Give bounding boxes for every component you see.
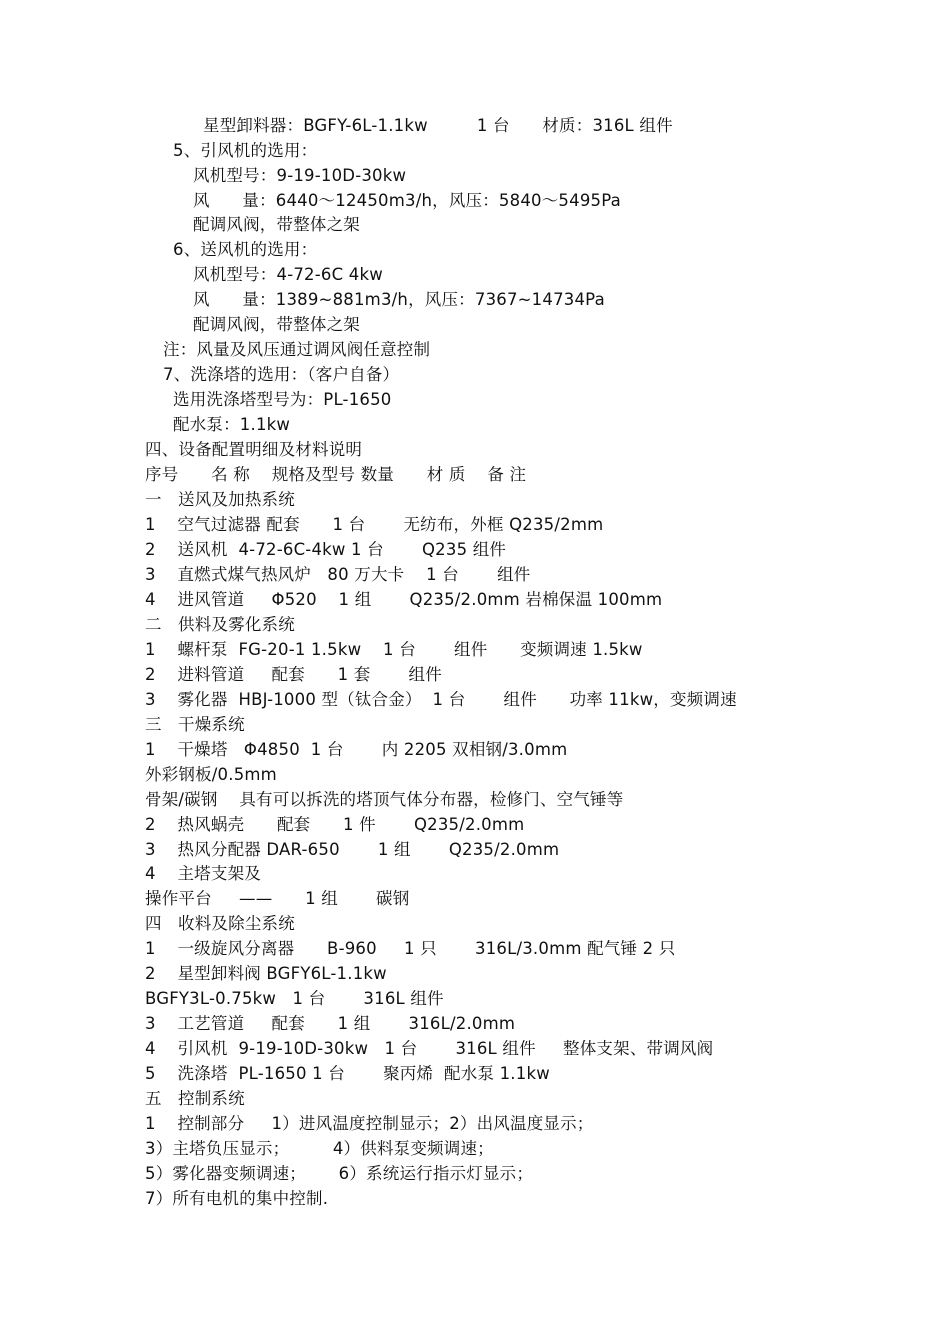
text-line: 选用洗涤塔型号为：PL-1650 [173,390,392,409]
group-heading: 三 干燥系统 [145,715,245,734]
section-heading: 7、洗涤塔的选用：（客户自备） [163,365,400,384]
text-line: 配调风阀，带整体之架 [193,315,360,334]
table-row: 3 直燃式煤气热风炉 80 万大卡 1 台 组件 [145,565,531,584]
text-line: 星型卸料器：BGFY-6L-1.1kw 1 台 材质：316L 组件 [203,116,673,135]
table-row: 2 星型卸料阀 BGFY6L-1.1kw [145,964,387,983]
text-line: 风机型号：4-72-6C 4kw [193,265,383,284]
text-line: 配水泵：1.1kw [173,415,291,434]
text-line: 风 量：1389~881m3/h，风压：7367~14734Pa [193,290,605,309]
table-row: 5 洗涤塔 PL-1650 1 台 聚丙烯 配水泵 1.1kw [145,1064,550,1083]
table-row: 1 控制部分 1）进风温度控制显示；2）出风温度显示； [145,1114,594,1133]
table-row: 1 螺杆泵 FG-20-1 1.5kw 1 台 组件 变频调速 1.5kw [145,640,643,659]
table-row-continuation: 骨架/碳钢 具有可以拆洗的塔顶气体分布器，检修门、空气锤等 [145,790,624,809]
table-row-continuation: BGFY3L-0.75kw 1 台 316L 组件 [145,989,444,1008]
group-heading: 二 供料及雾化系统 [145,615,295,634]
table-row-continuation: 外彩钢板/0.5mm [145,765,277,784]
table-row-continuation: 操作平台 —— 1 组 碳钢 [145,889,410,908]
text-line: 风 量：6440～12450m3/h，风压：5840～5495Pa [193,191,621,210]
text-line: 5）雾化器变频调速； 6）系统运行指示灯显示； [145,1164,534,1183]
table-row: 2 送风机 4-72-6C-4kw 1 台 Q235 组件 [145,540,507,559]
table-header: 序号 名 称 规格及型号 数量 材 质 备 注 [145,465,527,484]
text-line: 风机型号：9-19-10D-30kw [193,166,407,185]
table-row: 1 干燥塔 Φ4850 1 台 内 2205 双相钢/3.0mm [145,740,568,759]
table-row: 2 进料管道 配套 1 套 组件 [145,665,442,684]
table-row: 2 热风蜗壳 配套 1 件 Q235/2.0mm [145,815,525,834]
section-heading: 6、送风机的选用： [173,240,318,259]
table-row: 4 进风管道 Φ520 1 组 Q235/2.0mm 岩棉保温 100mm [145,590,663,609]
note-line: 注：风量及风压通过调风阀任意控制 [163,340,431,359]
table-row: 1 一级旋风分离器 B-960 1 只 316L/3.0mm 配气锤 2 只 [145,939,676,958]
group-heading: 四 收料及除尘系统 [145,914,295,933]
text-line: 3）主塔负压显示； 4）供料泵变频调速； [145,1139,494,1158]
table-row: 3 热风分配器 DAR-650 1 组 Q235/2.0mm [145,840,560,859]
text-line: 配调风阀，带整体之架 [193,215,360,234]
table-row: 4 主塔支架及 [145,864,261,883]
group-heading: 五 控制系统 [145,1089,245,1108]
table-row: 3 雾化器 HBJ-1000 型（钛合金） 1 台 组件 功率 11kw，变频调速 [145,690,737,709]
chapter-heading: 四、设备配置明细及材料说明 [145,440,363,459]
table-row: 4 引风机 9-19-10D-30kw 1 台 316L 组件 整体支架、带调风阀 [145,1039,714,1058]
text-line: 7）所有电机的集中控制. [145,1189,329,1208]
table-row: 3 工艺管道 配套 1 组 316L/2.0mm [145,1014,516,1033]
group-heading: 一 送风及加热系统 [145,490,295,509]
section-heading: 5、引风机的选用： [173,141,318,160]
table-row: 1 空气过滤器 配套 1 台 无纺布，外框 Q235/2mm [145,515,604,534]
